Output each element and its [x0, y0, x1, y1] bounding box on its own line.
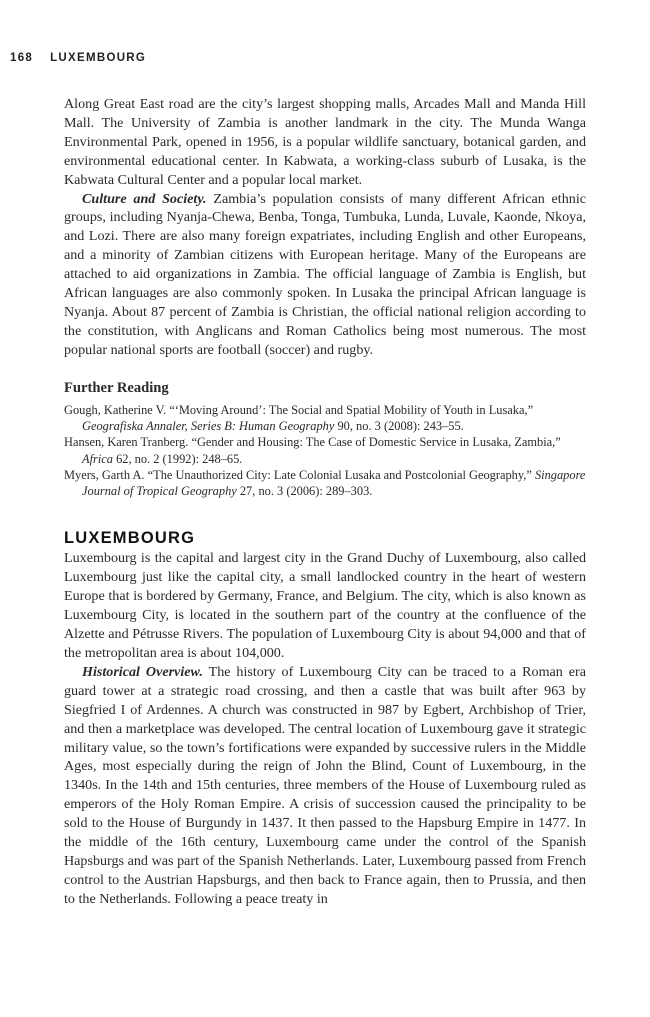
- culture-text: Zambia’s population consists of many different African ethnic groups, including Nyanja-Chewa, Benba, Tonga, Tumbuka, Lunda, Luvale, Kaonde, Nkoya, and Lozi. There are also many foreign expatriates, including English and other Europeans, and a minority of Zambian citizens with European heritage. Many of the Europeans are attached to aid organizations in Zambia. The official language of Zambia is English, but African languages are also commonly spoken. In Lusaka the principal African language is Nyanja. About 87 percent of Zambia is Christian, the official national religion according to the constitution, with Anglicans and Roman Catholics being most numerous. The most popular national sports are football (soccer) and rugby.: [64, 190, 586, 358]
- page-number: 168: [10, 52, 34, 64]
- lusaka-intro-paragraph: Along Great East road are the city’s largest shopping malls, Arcades Mall and Manda Hill Mall. The University of Zambia is another landmark in the city. The Munda Wanga Environmental Park, opened in 1956, is a popular wildlife sanctuary, botanical garden, and environmental educational center. In Kabwata, a working-class suburb of Lusaka, is the Kabwata Cultural Center and a popular local market.: [64, 96, 586, 188]
- history-text: The history of Luxembourg City can be traced to a Roman era guard tower at a strategic road crossing, and then a castle that was built after 963 by Siegfried I of Ardennes. A church was constructed in 987 by Egbert, Archbishop of Trier, and then a marketplace was developed. The central location of Luxembourg gave it strategic military value, so the town’s fortifications were expanded by successive rulers in the Middle Ages, most especially during the reign of John the Blind, Count of Luxembourg, in the 1340s. In the 14th and 15th centuries, three members of the House of Luxembourg ruled as emperors of the Holy Roman Empire. A crisis of succession caused the principality to be sold to the House of Burgundy in 1437. It then passed to the Hapsburg Empire in 1477. In the middle of the 16th century, Luxembourg came under the control of the Spanish Hapsburgs and was part of the Spanish Netherlands. Later, Luxembourg passed from French control to the Austrian Hapsburgs, and then back to France again, then to Prussia, and then to the Netherlands. Following a peace treaty in: [64, 663, 586, 907]
- reference-list: [64, 402, 586, 500]
- culture-heading: Culture and Society.: [82, 190, 207, 207]
- luxembourg-intro-paragraph: Luxembourg is the capital and largest city in the Grand Duchy of Luxembourg, also called Luxembourg just like the capital city, a small landlocked country in the heart of western Europe that is bordered by Germany, France, and Belgium. The city, which is also known as Luxembourg City, is located in the southern part of the country at the confluence of the Alzette and Pétrusse Rivers. The population of Luxembourg City is about 94,000 and that of the metropolitan area is about 104,000.: [64, 550, 586, 661]
- entry-title: LUXEMBOURG: [64, 529, 196, 548]
- running-head: [10, 52, 146, 64]
- reference-volume: 27, no. 3 (2006): 289–303.: [236, 484, 373, 499]
- reference-volume: 62, no. 2 (1992): 248–65.: [112, 451, 243, 466]
- further-reading-heading: Further Reading: [64, 379, 169, 396]
- history-heading: Historical Overview.: [82, 663, 203, 680]
- reference-journal: Singapore Journal of Tropical Geography: [82, 467, 586, 499]
- running-title: LUXEMBOURG: [50, 52, 147, 64]
- reference-citation: Myers, Garth A. “The Unauthorized City: Late Colonial Lusaka and Postcolonial Geography,”: [64, 467, 535, 482]
- reference-item: [64, 402, 586, 435]
- reference-journal: Africa: [82, 451, 113, 466]
- reference-citation: Gough, Katherine V. “‘Moving Around’: The Social and Spatial Mobility of Youth in Lusaka,”: [64, 402, 534, 417]
- history-paragraph: [64, 663, 586, 909]
- culture-paragraph: [64, 190, 586, 360]
- reference-journal: Geografiska Annaler, Series B: Human Geography: [82, 418, 335, 433]
- reference-item: [64, 467, 586, 500]
- reference-item: [64, 434, 586, 467]
- reference-volume: 90, no. 3 (2008): 243–55.: [334, 418, 464, 433]
- page-body: [64, 95, 586, 909]
- reference-citation: Hansen, Karen Tranberg. “Gender and Housing: The Case of Domestic Service in Lusaka, Zambia,”: [64, 435, 561, 450]
